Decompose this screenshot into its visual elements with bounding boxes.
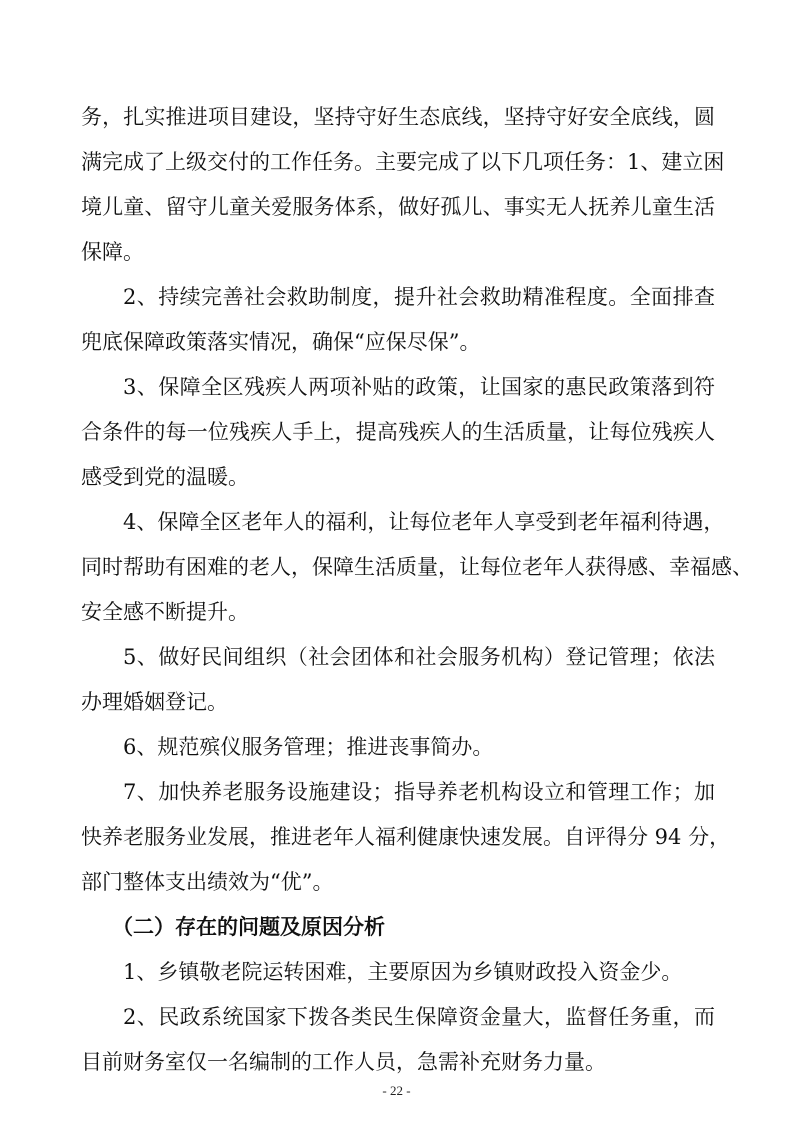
- paragraph-line: 务，扎实推进项目建设，坚持守好生态底线，坚持守好安全底线，圆: [81, 105, 715, 129]
- paragraph-line: 4、保障全区老年人的福利，让每位老年人享受到老年福利待遇，: [123, 510, 725, 534]
- paragraph-line: 满完成了上级交付的工作任务。主要完成了以下几项任务：1、建立困: [81, 150, 725, 174]
- paragraph-line: 合条件的每一位残疾人手上，提高残疾人的生活质量，让每位残疾人: [81, 420, 715, 444]
- paragraph-line: 1、乡镇敬老院运转困难，主要原因为乡镇财政投入资金少。: [123, 960, 683, 984]
- paragraph-line: 境儿童、留守儿童关爱服务体系，做好孤儿、事实无人抚养儿童生活: [81, 195, 715, 219]
- page-number: - 22 -: [382, 1083, 411, 1098]
- paragraph-line: 目前财务室仅一名编制的工作人员，急需补充财务力量。: [81, 1050, 606, 1074]
- paragraph-line: 同时帮助有困难的老人，保障生活质量，让每位老年人获得感、幸福感、: [81, 555, 753, 579]
- paragraph-line: 快养老服务业发展，推进老年人福利健康快速发展。自评得分 94 分，: [81, 825, 731, 849]
- paragraph-line: 部门整体支出绩效为“优”。: [81, 870, 334, 894]
- paragraph-line: 保障。: [81, 240, 144, 264]
- paragraph-line: 兜底保障政策落实情况，确保“应保尽保”。: [81, 330, 481, 354]
- paragraph-line: 7、加快养老服务设施建设；指导养老机构设立和管理工作；加: [123, 780, 715, 804]
- paragraph-line: 3、保障全区残疾人两项补贴的政策，让国家的惠民政策落到符: [123, 375, 715, 399]
- paragraph-line: 6、规范殡仪服务管理；推进丧事简办。: [123, 735, 494, 759]
- paragraph-line: 办理婚姻登记。: [81, 690, 228, 714]
- section-heading: （二）存在的问题及原因分析: [112, 915, 385, 939]
- paragraph-line: 2、民政系统国家下拨各类民生保障资金量大，监督任务重，而: [123, 1005, 715, 1029]
- paragraph-line: 5、做好民间组织（社会团体和社会服务机构）登记管理；依法: [123, 645, 715, 669]
- paragraph-line: 感受到党的温暖。: [81, 465, 249, 489]
- paragraph-line: 2、持续完善社会救助制度，提升社会救助精准程度。全面排查: [123, 285, 715, 309]
- paragraph-line: 安全感不断提升。: [81, 600, 249, 624]
